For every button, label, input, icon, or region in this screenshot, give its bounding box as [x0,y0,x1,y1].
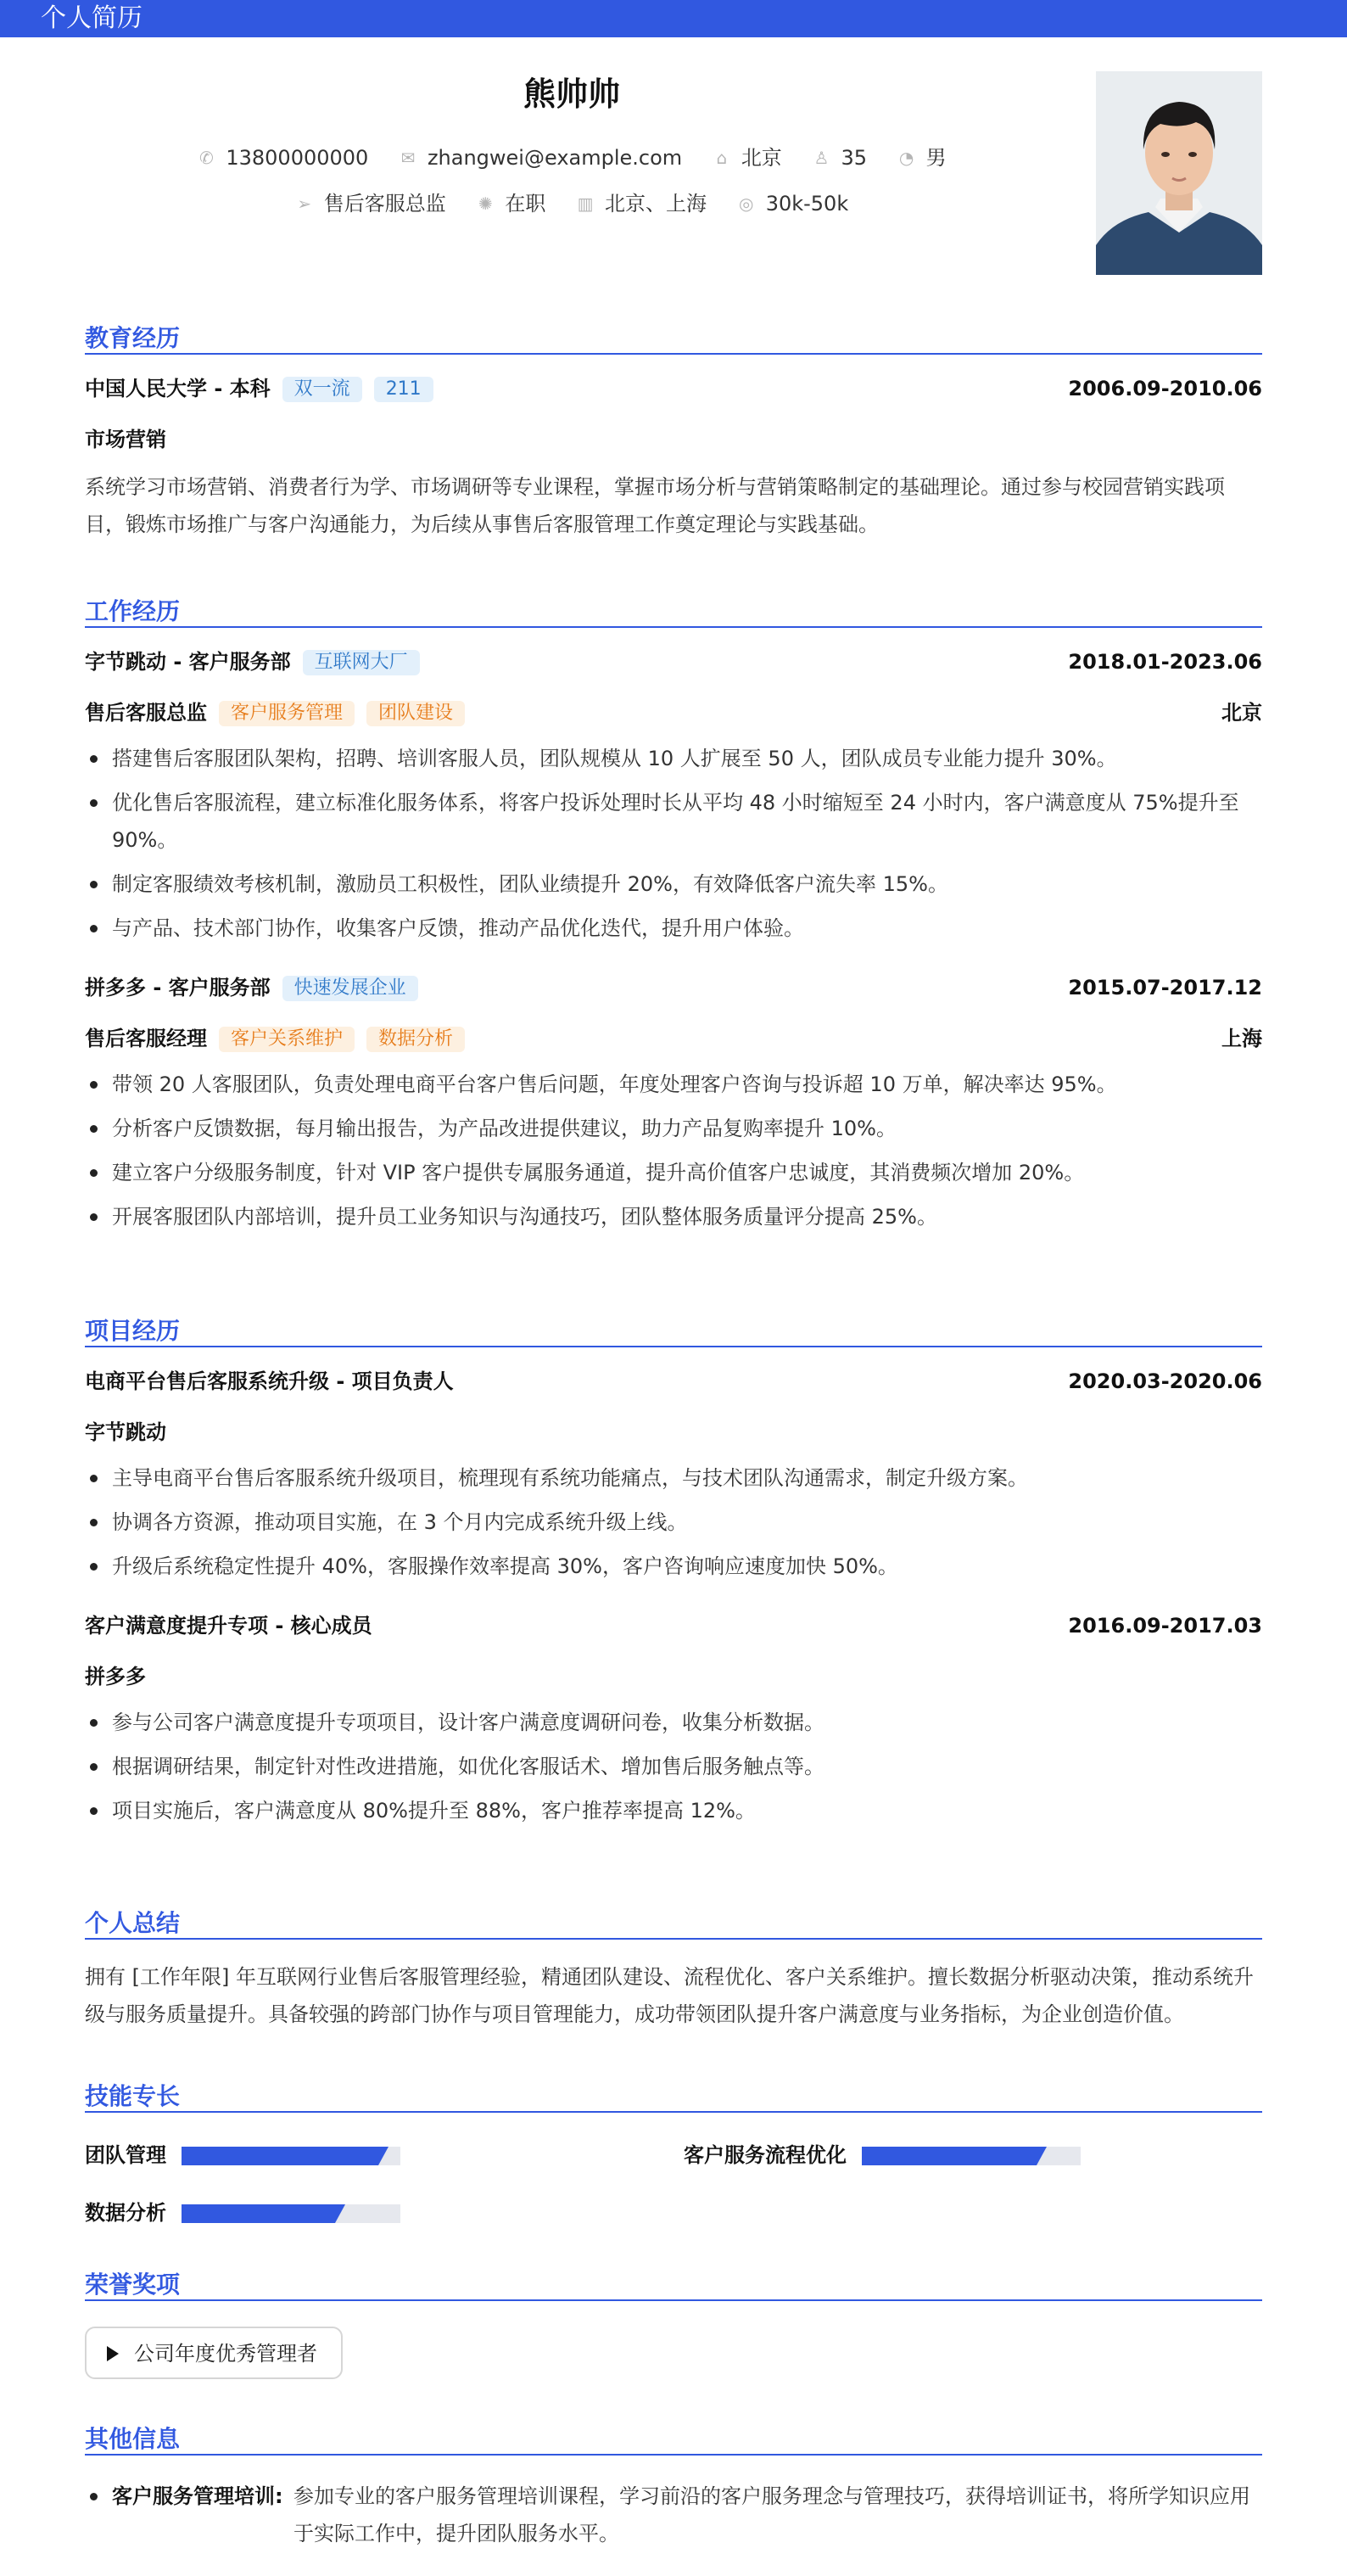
age-item [812,146,867,170]
send-icon: ➢ [297,193,312,214]
target-city-item [576,187,707,216]
position-value: 售后客服总监 [323,192,446,216]
education-title: 教育经历 [85,322,1262,355]
job-period: 2018.01-2023.06 [1068,650,1262,674]
major-name: 市场营销 [85,428,166,451]
skill-bar [182,2147,400,2165]
project-period: 2020.03-2020.06 [1068,1369,1262,1393]
other-title: 其他信息 [85,2423,1262,2456]
skill-name: 数据分析 [85,2201,166,2225]
project-company: 拼多多 [85,1665,146,1688]
summary-text: 拥有 [工作年限] 年互联网行业售后客服管理经验，精通团队建设、流程优化、客户关系维护。擅长数据分析驱动决策，推动系统升级与服务质量提升。具备较强的跨部门协作与项目管理能力，成功带领团队提升客户满意度与业务指标，为企业创造价值。 [85,1965,1254,2026]
list-item: 协调各方资源，推动项目实施，在 3 个月内完成系统升级上线。 [85,1504,1262,1541]
job-header-row [85,647,1262,677]
header-title: 个人简历 [41,3,143,33]
role-tag: 数据分析 [366,1027,465,1052]
company-tag: 互联网大厂 [303,650,420,675]
awards-section [85,2269,1262,2379]
project-name: 客户满意度提升专项 - 核心成员 [85,1614,372,1638]
play-triangle-icon [107,2346,119,2361]
school-tag: 211 [374,377,433,402]
education-header-row [85,373,1262,404]
other-label: 客户服务管理培训: [112,2484,283,2508]
project-header-row [85,1610,1262,1641]
phone-value: 13800000000 [226,146,369,170]
role-tag: 客户服务管理 [219,701,355,726]
job-location: 北京 [1221,701,1262,725]
gender-item [897,141,947,171]
summary-title: 个人总结 [85,1907,1262,1940]
skill-item [85,2198,594,2228]
list-item: 根据调研结果，制定针对性改进措施，如优化客服话术、增加售后服务触点等。 [85,1748,1262,1785]
other-section [85,2423,1262,2552]
profile-photo [1096,71,1262,275]
summary-section [85,1907,1262,2033]
building-icon: ▥ [577,193,594,214]
gender-value: 男 [925,146,947,170]
top-bar [0,0,1347,37]
role-tag: 客户关系维护 [219,1027,355,1052]
job-header-row [85,972,1262,1003]
salary-icon: ◎ [738,193,754,214]
gender-icon: ◔ [898,148,914,168]
school-tag: 双一流 [282,377,362,402]
age-icon: ♙ [813,148,830,168]
job-company: 字节跳动 - 客户服务部 [85,650,291,674]
awards-title: 荣誉奖项 [85,2269,1262,2301]
job-bullets [85,1066,1262,1235]
target-city-value: 北京、上海 [605,192,707,216]
job-role: 售后客服总监 [85,701,207,725]
email-item [399,146,682,170]
list-item: 与产品、技术部门协作，收集客户反馈，推动产品优化迭代，提升用户体验。 [85,910,1262,947]
job-role-row [85,1023,1262,1054]
job-role-row [85,697,1262,728]
education-section [85,322,1262,543]
other-text: 参加专业的客户服务管理培训课程，学习前沿的客户服务理念与管理技巧，获得培训证书，将所学知识应用于实际工作中，提升团队服务水平。 [293,2484,1250,2545]
skill-name: 团队管理 [85,2143,166,2167]
company-tag: 快速发展企业 [282,976,418,1001]
education-description: 系统学习市场营销、消费者行为学、市场调研等专业课程，掌握市场分析与营销策略制定的基础理论。通过参与校园营销实践项目，锻炼市场推广与客户沟通能力，为后续从事售后客服管理工作奠定理论与实践基础。 [85,475,1225,536]
work-section [85,596,1262,1242]
job-company: 拼多多 - 客户服务部 [85,976,271,1000]
education-period: 2006.09-2010.06 [1068,377,1262,400]
project-header-row [85,1366,1262,1397]
contact-row [0,141,1143,171]
skills-section [85,2080,1262,2248]
skill-item [684,2140,1193,2170]
skill-bar [862,2147,1081,2165]
project-bullets [85,1459,1262,1585]
project-bullets [85,1704,1262,1829]
email-value: zhangwei@example.com [427,146,683,170]
status-icon: ✺ [478,193,493,214]
school-name: 中国人民大学 - 本科 [85,377,271,400]
mail-icon: ✉ [400,148,416,168]
home-icon: ⌂ [716,148,728,168]
phone-item [197,146,368,170]
list-item: 主导电商平台售后客服系统升级项目，梳理现有系统功能痛点，与技术团队沟通需求，制定升级方案。 [85,1459,1262,1497]
project-name: 电商平台售后客服系统升级 - 项目负责人 [85,1369,454,1393]
position-item [295,187,446,216]
portrait-image [1096,71,1262,275]
job-role: 售后客服经理 [85,1027,207,1050]
intent-row [0,187,1143,216]
award-name: 公司年度优秀管理者 [134,2342,317,2366]
project-company-row [85,1661,1262,1692]
projects-title: 项目经历 [85,1315,1262,1347]
list-item: 制定客服绩效考核机制，激励员工积极性，团队业绩提升 20%，有效降低客户流失率 15%。 [85,865,1262,903]
list-item: 升级后系统稳定性提升 40%，客服操作效率提高 30%，客户咨询响应速度加快 50%。 [85,1548,1262,1585]
job-period: 2015.07-2017.12 [1068,976,1262,1000]
city-value: 北京 [741,146,782,170]
project-company-row [85,1417,1262,1448]
phone-icon: ✆ [198,148,214,168]
projects-section [85,1315,1262,1836]
skill-fill [862,2147,1037,2165]
major-row [85,424,1262,455]
status-value: 在职 [505,192,546,216]
skills-list [85,2133,1262,2248]
project-period: 2016.09-2017.03 [1068,1614,1262,1638]
list-item [85,2478,1262,2552]
profile-name: 熊帅帅 [523,76,620,113]
list-item: 建立客户分级服务制度，针对 VIP 客户提供专属服务通道，提升高价值客户忠诚度，其消费频次增加 20%。 [85,1154,1262,1191]
list-item: 项目实施后，客户满意度从 80%提升至 88%，客户推荐率提高 12%。 [85,1792,1262,1829]
list-item: 开展客服团队内部培训，提升员工业务知识与沟通技巧，团队整体服务质量评分提高 25%。 [85,1198,1262,1235]
job-location: 上海 [1221,1027,1262,1050]
list-item: 带领 20 人客服团队，负责处理电商平台客户售后问题，年度处理客户咨询与投诉超 10 万单，解决率达 95%。 [85,1066,1262,1103]
list-item: 参与公司客户满意度提升专项项目，设计客户满意度调研问卷，收集分析数据。 [85,1704,1262,1741]
status-item [476,187,545,216]
skill-fill [182,2147,378,2165]
salary-item [737,192,849,216]
project-company: 字节跳动 [85,1420,166,1444]
salary-value: 30k-50k [765,192,849,216]
award-item[interactable] [85,2327,343,2379]
skill-item [85,2140,594,2170]
age-value: 35 [841,146,867,170]
job-bullets [85,740,1262,947]
list-item: 分析客户反馈数据，每月输出报告，为产品改进提供建议，助力产品复购率提升 10%。 [85,1110,1262,1147]
skill-fill [182,2204,335,2223]
skills-title: 技能专长 [85,2080,1262,2113]
skill-bar [182,2204,400,2223]
list-item: 优化售后客服流程，建立标准化服务体系，将客户投诉处理时长从平均 48 小时缩短至 24 小时内，客户满意度从 75%提升至 90%。 [85,784,1262,859]
city-item [713,141,782,171]
work-title: 工作经历 [85,596,1262,628]
role-tag: 团队建设 [366,701,465,726]
list-item: 搭建售后客服团队架构，招聘、培训客服人员，团队规模从 10 人扩展至 50 人，团队成员专业能力提升 30%。 [85,740,1262,777]
skill-name: 客户服务流程优化 [684,2143,847,2167]
